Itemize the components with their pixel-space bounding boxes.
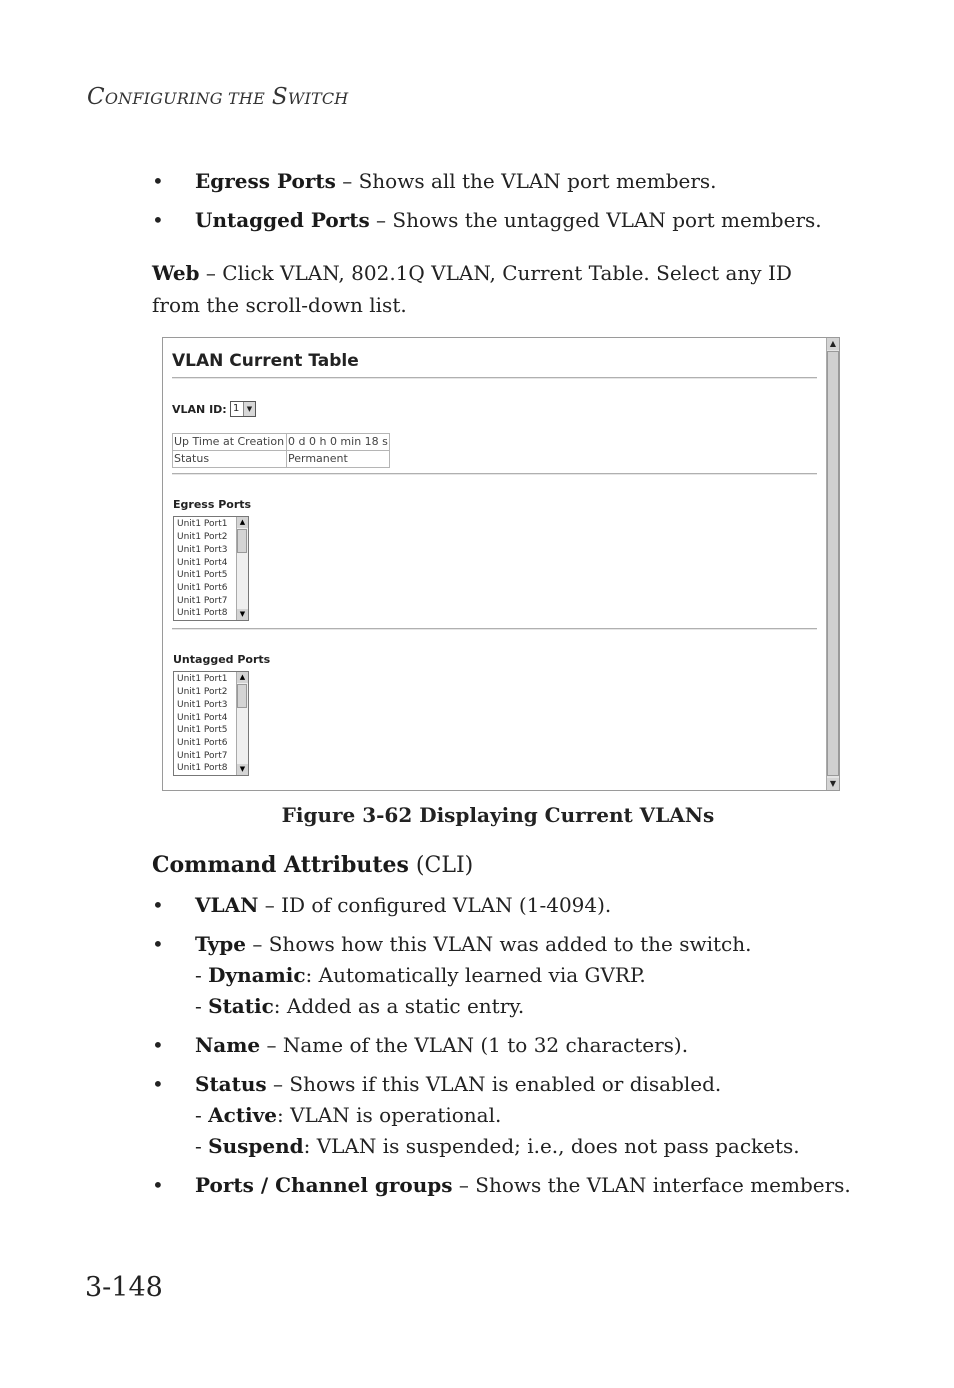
bullet-icon: •: [152, 932, 164, 956]
list-item[interactable]: Unit1 Port4: [177, 713, 228, 723]
list-item[interactable]: Unit1 Port1: [177, 519, 228, 529]
web-instructions: Web – Click VLAN, 802.1Q VLAN, Current Table. Select any ID from the scroll-down list.: [152, 261, 792, 317]
bullet-icon: •: [152, 1072, 164, 1096]
table-row: [173, 434, 390, 451]
list-item[interactable]: Unit1 Port2: [177, 532, 228, 542]
list-item[interactable]: Unit1 Port7: [177, 596, 228, 606]
bullet-icon: •: [152, 208, 164, 232]
list-item[interactable]: Unit1 Port3: [177, 700, 228, 710]
listbox-scrollbar[interactable]: [236, 517, 248, 620]
sub-item-static: - Static: Added as a static entry.: [195, 994, 525, 1018]
bullet-icon: •: [152, 1173, 164, 1197]
vlan-id-value: 1: [233, 403, 240, 414]
chevron-down-icon[interactable]: ▼: [243, 402, 255, 416]
scroll-thumb[interactable]: [237, 684, 247, 708]
list-item[interactable]: Unit1 Port4: [177, 558, 228, 568]
info-value: 0 d 0 h 0 min 18 s: [287, 434, 390, 451]
untagged-ports-listbox[interactable]: [173, 671, 249, 776]
divider: [172, 377, 817, 379]
list-item[interactable]: Unit1 Port6: [177, 583, 228, 593]
list-item[interactable]: Unit1 Port8: [177, 763, 228, 773]
egress-ports-listbox[interactable]: [173, 516, 249, 621]
info-label: Status: [173, 451, 287, 468]
scroll-thumb[interactable]: [827, 351, 839, 776]
list-item[interactable]: Unit1 Port8: [177, 608, 228, 618]
sub-item-suspend: - Suspend: VLAN is suspended; i.e., does not pass packets.: [195, 1134, 800, 1158]
list-item[interactable]: Unit1 Port1: [177, 674, 228, 684]
list-item[interactable]: Unit1 Port3: [177, 545, 228, 555]
list-item[interactable]: Unit1 Port7: [177, 751, 228, 761]
page-number: 3-148: [85, 1272, 163, 1303]
divider: [172, 628, 817, 630]
bullet-icon: •: [152, 1033, 164, 1057]
untagged-ports-label: Untagged Ports: [173, 653, 271, 666]
scroll-down-icon[interactable]: ▼: [237, 764, 248, 775]
scroll-up-icon[interactable]: ▲: [237, 672, 248, 683]
sub-item-active: - Active: VLAN is operational.: [195, 1103, 502, 1127]
list-item[interactable]: Unit1 Port5: [177, 570, 228, 580]
list-item[interactable]: Unit1 Port5: [177, 725, 228, 735]
listbox-scrollbar[interactable]: [236, 672, 248, 775]
scroll-down-icon[interactable]: ▼: [237, 609, 248, 620]
scroll-thumb[interactable]: [237, 529, 247, 553]
divider: [172, 473, 817, 475]
scroll-up-icon[interactable]: ▲: [237, 517, 248, 528]
vlan-info-table: [172, 433, 390, 468]
figure-title: VLAN Current Table: [172, 351, 359, 371]
egress-ports-label: Egress Ports: [173, 498, 252, 511]
scroll-down-icon[interactable]: ▼: [827, 778, 839, 790]
vlan-id-label: VLAN ID:: [172, 403, 227, 416]
scroll-up-icon[interactable]: ▲: [827, 338, 839, 350]
info-value: Permanent: [287, 451, 390, 468]
list-item[interactable]: Unit1 Port2: [177, 687, 228, 697]
sub-item-dynamic: - Dynamic: Automatically learned via GVRP.: [195, 963, 646, 987]
vlan-id-select[interactable]: [230, 401, 256, 417]
running-header: CONFIGURING THE SWITCH: [87, 84, 349, 110]
table-row: [173, 451, 390, 468]
bullet-icon: •: [152, 893, 164, 917]
page-scrollbar[interactable]: [826, 338, 839, 790]
vlan-current-table-screenshot: [162, 337, 840, 791]
bullet-icon: •: [152, 169, 164, 193]
info-label: Up Time at Creation: [173, 434, 287, 451]
figure-caption: Figure 3-62 Displaying Current VLANs: [281, 803, 715, 827]
command-attributes-heading: Command Attributes (CLI): [152, 852, 474, 878]
list-item[interactable]: Unit1 Port6: [177, 738, 228, 748]
